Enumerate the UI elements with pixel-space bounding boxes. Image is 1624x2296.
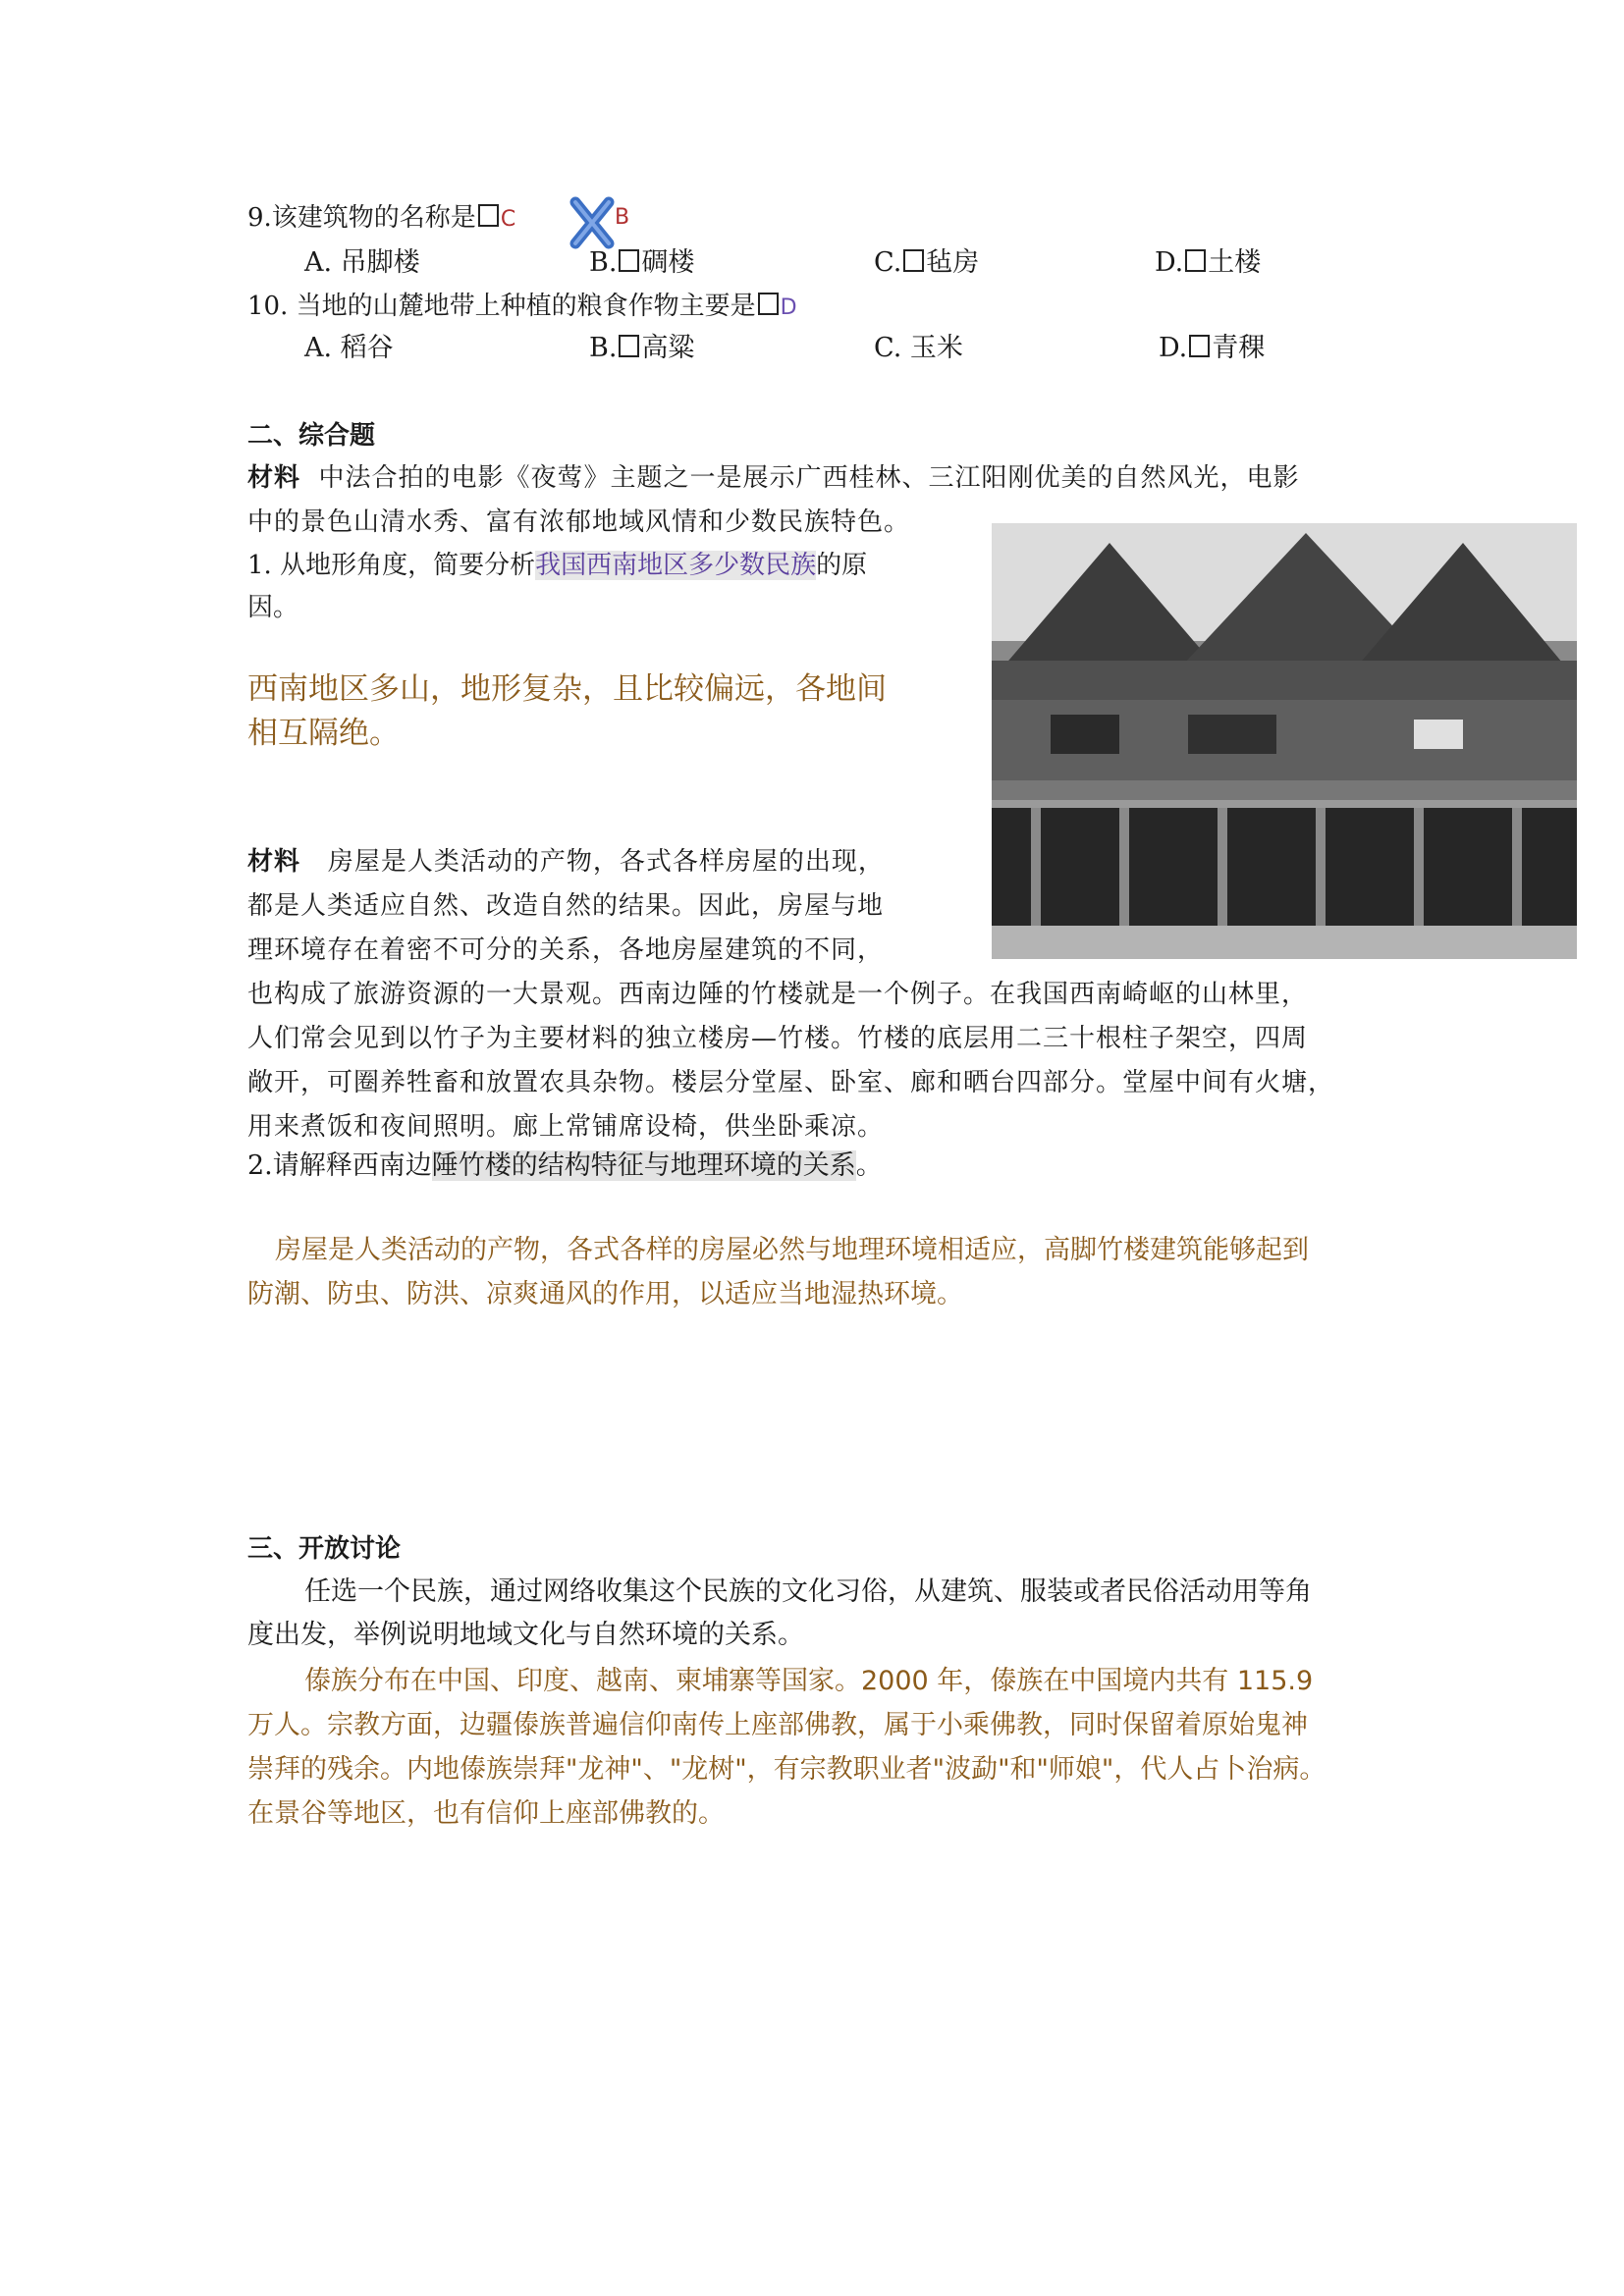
q10-option-a: A. 稻谷 [304, 333, 394, 363]
answer1-line1: 西南地区多山，地形复杂，且比较偏远，各地间 [247, 671, 887, 707]
material2-line3: 理环境存在着密不可分的关系，各地房屋建筑的不同， [247, 935, 885, 965]
q10-option-c: C. 玉米 [874, 333, 963, 363]
section3-prompt-line2: 度出发，举例说明地域文化与自然环境的关系。 [247, 1620, 804, 1650]
material2-line6: 敞开，可圈养牲畜和放置农具杂物。楼层分堂屋、卧室、廊和晒台四部分。堂屋中间有火塘， [247, 1068, 1335, 1097]
q9-stem-line [247, 202, 515, 236]
answer2-line1: 房屋是人类活动的产物，各式各样的房屋必然与地理环境相适应，高脚竹楼建筑能够起到 [275, 1235, 1309, 1265]
stilt-house-photo [992, 523, 1577, 959]
answer-box [1185, 249, 1206, 272]
section3-prompt-line1: 任选一个民族，通过网络收集这个民族的文化习俗，从建筑、服装或者民俗活动用等角 [304, 1576, 1312, 1607]
q9-wrong-answer: B [615, 205, 630, 230]
q9-option-a: A. 吊脚楼 [304, 247, 420, 278]
material1-line1: 材料 中法合拍的电影《夜莺》主题之一是展示广西桂林、三江阳刚优美的自然风光，电影 [247, 463, 1300, 493]
q10-stem-line [247, 291, 797, 324]
material2-line1: 材料 房屋是人类活动的产物，各式各样房屋的出现， [247, 847, 885, 877]
q9-option-b: B. 碉楼 [589, 247, 695, 278]
q9-answer: C [500, 207, 516, 232]
q9-option-c: C. 毡房 [874, 247, 980, 278]
answer-box [1189, 335, 1210, 357]
answer1-line2: 相互隔绝。 [247, 716, 400, 751]
material1-line2: 中的景色山清水秀、富有浓郁地域风情和少数民族特色。 [247, 507, 911, 537]
answer-box [619, 249, 639, 272]
material2-line4: 也构成了旅游资源的一大景观。西南边陲的竹楼就是一个例子。在我国西南崎岖的山林里， [247, 980, 1309, 1009]
q1-line2: 因。 [247, 593, 299, 622]
cross-mark-icon [569, 196, 615, 249]
section3-answer-line1: 傣族分布在中国、印度、越南、柬埔寨等国家。2000 年，傣族在中国境内共有 115.9 [304, 1666, 1314, 1696]
section3-answer-line4: 在景谷等地区，也有信仰上座部佛教的。 [247, 1798, 725, 1829]
section3-heading: 三、开放讨论 [247, 1534, 402, 1564]
q1-line1: 1. 从地形角度，简要分析我国西南地区多少数民族的原 [247, 551, 868, 580]
section3-answer-line3: 崇拜的残余。内地傣族崇拜"龙神"、"龙树"，有宗教职业者"波勐"和"师娘"，代人占卜治病。 [247, 1754, 1326, 1785]
q9-option-d: D. 土楼 [1155, 247, 1262, 278]
material2-line5: 人们常会见到以竹子为主要材料的独立楼房—竹楼。竹楼的底层用二三十根柱子架空，四周 [247, 1024, 1309, 1053]
answer-box [478, 204, 499, 227]
material2-line2: 都是人类适应自然、改造自然的结果。因此，房屋与地 [247, 891, 885, 921]
section3-answer-line2: 万人。宗教方面，边疆傣族普遍信仰南传上座部佛教，属于小乘佛教，同时保留着原始鬼神 [247, 1710, 1308, 1740]
q9-stem: 9.该建筑物的名称是 [247, 203, 476, 233]
answer-box [758, 293, 779, 315]
q10-answer: D [780, 295, 797, 320]
answer-box [903, 249, 924, 272]
q2-line: 2.请解释西南边陲竹楼的结构特征与地理环境的关系。 [247, 1150, 883, 1181]
q1-highlight: 我国西南地区多少数民族 [535, 551, 817, 580]
answer-box [619, 335, 639, 357]
section2-heading: 二、综合题 [247, 421, 376, 451]
answer2-line2: 防潮、防虫、防洪、凉爽通风的作用，以适应当地湿热环境。 [247, 1279, 963, 1309]
q2-highlight: 陲竹楼的结构特征与地理环境的关系 [431, 1150, 856, 1181]
q10-option-b: B. 高粱 [589, 333, 695, 363]
q10-stem: 10. 当地的山麓地带上种植的粮食作物主要是 [247, 292, 756, 321]
q10-option-d: D. 青稞 [1159, 333, 1266, 363]
material2-line7: 用来煮饭和夜间照明。廊上常铺席设椅，供坐卧乘凉。 [247, 1112, 885, 1142]
